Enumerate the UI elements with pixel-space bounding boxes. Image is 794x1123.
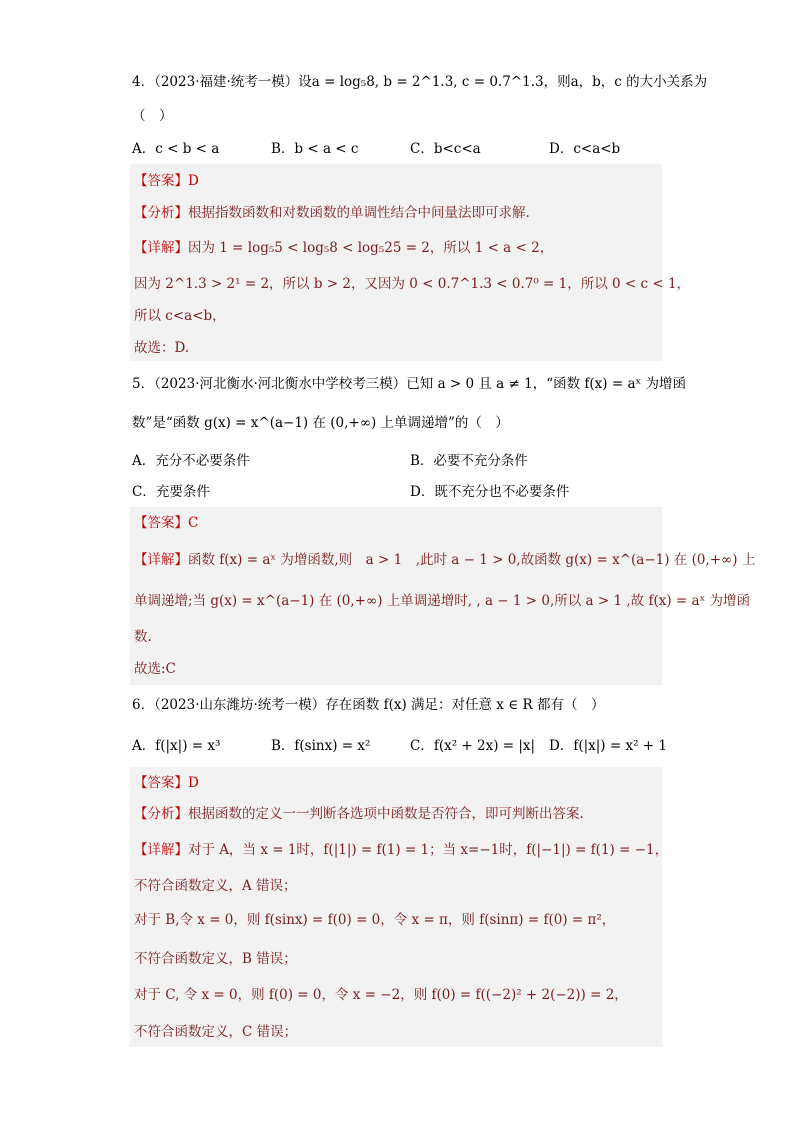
q5-option-a: A．充分不必要条件 xyxy=(132,453,250,469)
q6-option-d: D．f(|x|) = x² + 1 xyxy=(549,738,667,754)
q4-detail-4: 故选：D. xyxy=(134,340,190,356)
q6-detail-6: 不符合函数定义，C 错误； xyxy=(134,1024,298,1040)
q4-option-d: D．c<a<b xyxy=(549,141,621,157)
q5-detail-2: 单调递增;当 g(x) = x^(a−1) 在 (0,+∞) 上单调递增时, , a − 1 > 0,所以 a > 1 ,故 f(x) = aˣ 为增函 xyxy=(134,593,751,609)
q5-stem-2: 数”是“函数 g(x) = x^(a−1) 在 (0,+∞) 上单调递增”的（ ） xyxy=(132,415,509,431)
q5-option-d: D．既不充分也不必要条件 xyxy=(410,484,570,500)
q6-option-b: B．f(sinx) = x² xyxy=(271,738,371,754)
q5-option-b: B．必要不充分条件 xyxy=(410,453,528,469)
q4-stem: 4．（2023·福建·统考一模）设a = log₅8, b = 2^1.3, c = 0.7^1.3，则a，b，c 的大小关系为 xyxy=(132,74,708,90)
q4-option-c: C．b<c<a xyxy=(410,141,481,157)
q6-answer: 【答案】D xyxy=(134,775,199,791)
q4-option-b: B．b < a < c xyxy=(271,141,359,157)
q6-option-a: A．f(|x|) = x³ xyxy=(132,738,221,754)
q4-analysis: 【分析】根据指数函数和对数函数的单调性结合中间量法即可求解. xyxy=(134,205,530,221)
q5-detail-1: 【详解】函数 f(x) = aˣ 为增函数,则 a > 1 ,此时 a − 1 > 0,故函数 g(x) = x^(a−1) 在 (0,+∞) 上 xyxy=(134,552,756,568)
q6-detail-5: 对于 C, 令 x = 0，则 f(0) = 0，令 x = −2，则 f(0) = f((−2)² + 2(−2)) = 2， xyxy=(134,987,628,1003)
q5-stem-1: 5．（2023·河北衡水·河北衡水中学校考三模）已知 a > 0 且 a ≠ 1，“函数 f(x) = aˣ 为增函 xyxy=(132,376,687,392)
q6-analysis: 【分析】根据函数的定义一一判断各选项中函数是否符合，即可判断出答案. xyxy=(134,806,584,822)
q6-detail-2: 不符合函数定义，A 错误； xyxy=(134,878,297,894)
q5-option-c: C．充要条件 xyxy=(132,484,210,500)
q4-solution-box xyxy=(130,164,662,361)
q4-paren: （ ） xyxy=(132,108,173,124)
q6-detail-1: 【详解】对于 A，当 x = 1时，f(|1|) = f(1) = 1；当 x=−1时，f(|−1|) = f(1) = −1， xyxy=(134,842,669,858)
q4-answer: 【答案】D xyxy=(134,173,199,189)
q4-detail-3: 所以 c<a<b， xyxy=(134,308,226,324)
q6-detail-3: 对于 B,令 x = 0，则 f(sinx) = f(0) = 0，令 x = π，则 f(sinπ) = f(0) = π²， xyxy=(134,912,616,928)
q4-detail-2: 因为 2^1.3 > 2¹ = 2，所以 b > 2，又因为 0 < 0.7^1.3 < 0.7⁰ = 1，所以 0 < c < 1， xyxy=(134,276,691,292)
q6-detail-4: 不符合函数定义，B 错误； xyxy=(134,951,297,967)
q4-option-a: A．c < b < a xyxy=(132,141,220,157)
q5-detail-3: 数. xyxy=(134,629,152,645)
q6-stem: 6．（2023·山东潍坊·统考一模）存在函数 f(x) 满足：对任意 x ∈ R 都有（ ） xyxy=(132,697,605,713)
q6-option-c: C．f(x² + 2x) = |x| xyxy=(410,738,536,754)
q4-detail-1: 【详解】因为 1 = log₅5 < log₅8 < log₅25 = 2，所以 1 < a < 2， xyxy=(134,240,554,256)
q5-answer: 【答案】C xyxy=(134,515,199,531)
q5-detail-4: 故选:C xyxy=(134,661,176,677)
